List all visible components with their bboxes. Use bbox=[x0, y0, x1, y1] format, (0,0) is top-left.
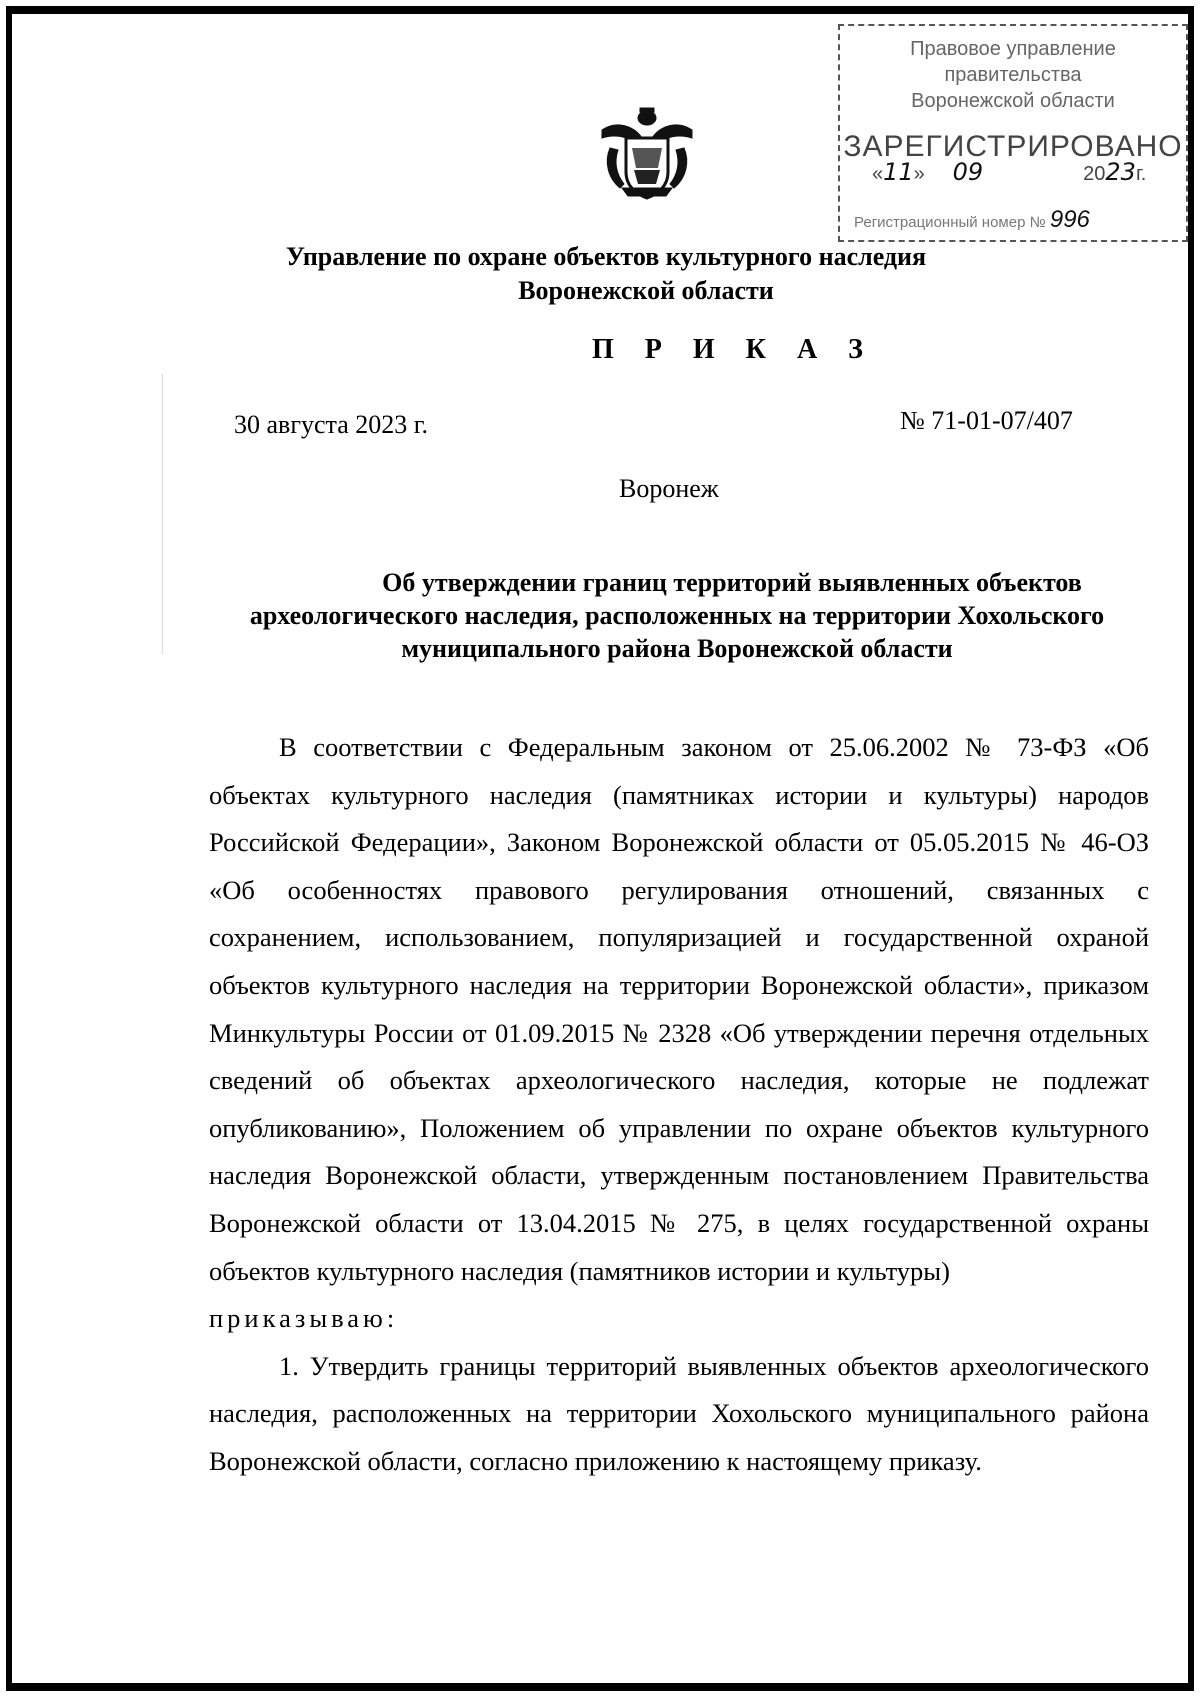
document-page bbox=[6, 6, 1194, 1691]
stamp-registered: ЗАРЕГИСТРИРОВАНО bbox=[843, 130, 1183, 163]
order-title: П Р И К А З bbox=[592, 334, 875, 365]
stamp-month: 09 bbox=[952, 158, 984, 186]
organization-title-line1: Управление по охране объектов культурного наследия bbox=[285, 242, 927, 271]
subject-line3: муниципального района Воронежской области bbox=[401, 634, 953, 663]
order-item-1: 1. Утвердить границы территорий выявленных объектов археологического наследия, расположенных на территории Хохольского муниципального района Воронежской области, согласно приложению к настоящему приказу. bbox=[209, 1350, 1149, 1476]
order-body bbox=[209, 724, 1149, 1486]
order-city: Воронеж bbox=[619, 474, 719, 503]
order-date: 30 августа 2023 г. bbox=[234, 410, 428, 439]
stamp-org bbox=[840, 36, 1186, 114]
organization-title-line2: Воронежской области bbox=[518, 276, 774, 305]
registration-stamp bbox=[838, 24, 1188, 242]
organization-title bbox=[12, 240, 1200, 308]
stamp-year-prefix: 20 bbox=[1083, 163, 1106, 185]
stamp-year-suffix: 23 bbox=[1105, 158, 1136, 186]
order-number: № 71-01-07/407 bbox=[900, 406, 1073, 435]
order-word: приказываю: bbox=[209, 1303, 399, 1334]
stamp-number: 996 bbox=[1049, 206, 1090, 233]
stamp-day: 11 bbox=[883, 158, 914, 186]
scan-artifact-line bbox=[162, 374, 163, 654]
stamp-number-label: Регистрационный номер № bbox=[854, 214, 1046, 231]
stamp-date: «11» 09 2023г. bbox=[872, 158, 1147, 186]
stamp-org-line1: Правовое управление правительства bbox=[910, 38, 1116, 86]
preamble-paragraph: В соответствии с Федеральным законом от 25.06.2002 № 73-ФЗ «Об объектах культурного наследия (памятниках истории и культуры) народов Российской Федерации», Законом Воронежской области от 05.05.2015 № 46-ОЗ «Об особенностях правового регулирования отношений, связанных с сохранением, использованием, популяризацией и государственной охраной объектов культурного наследия на территории Воронежской области», приказом Минкультуры России от 01.09.2015 № 2328 «Об утверждении перечня отдельных сведений об объектах археологического наследия, которые не подлежат опубликованию», Положением об управлении по охране объектов культурного наследия Воронежской области, утвержденным постановлением Правительства Воронежской области от 13.04.2015 № 275, в целях государственной охраны объектов культурного наследия (памятников истории и культуры) bbox=[209, 732, 1149, 1286]
stamp-year-unit: г. bbox=[1135, 163, 1147, 185]
coat-of-arms-emblem bbox=[592, 104, 702, 204]
subject-line1: Об утверждении границ территорий выявленных объектов bbox=[382, 568, 1082, 597]
subject-line2: археологического наследия, расположенных на территории Хохольского bbox=[249, 601, 1105, 630]
stamp-number-row bbox=[854, 206, 1184, 234]
order-subject bbox=[202, 566, 1152, 665]
stamp-org-line2: Воронежской области bbox=[911, 90, 1115, 112]
